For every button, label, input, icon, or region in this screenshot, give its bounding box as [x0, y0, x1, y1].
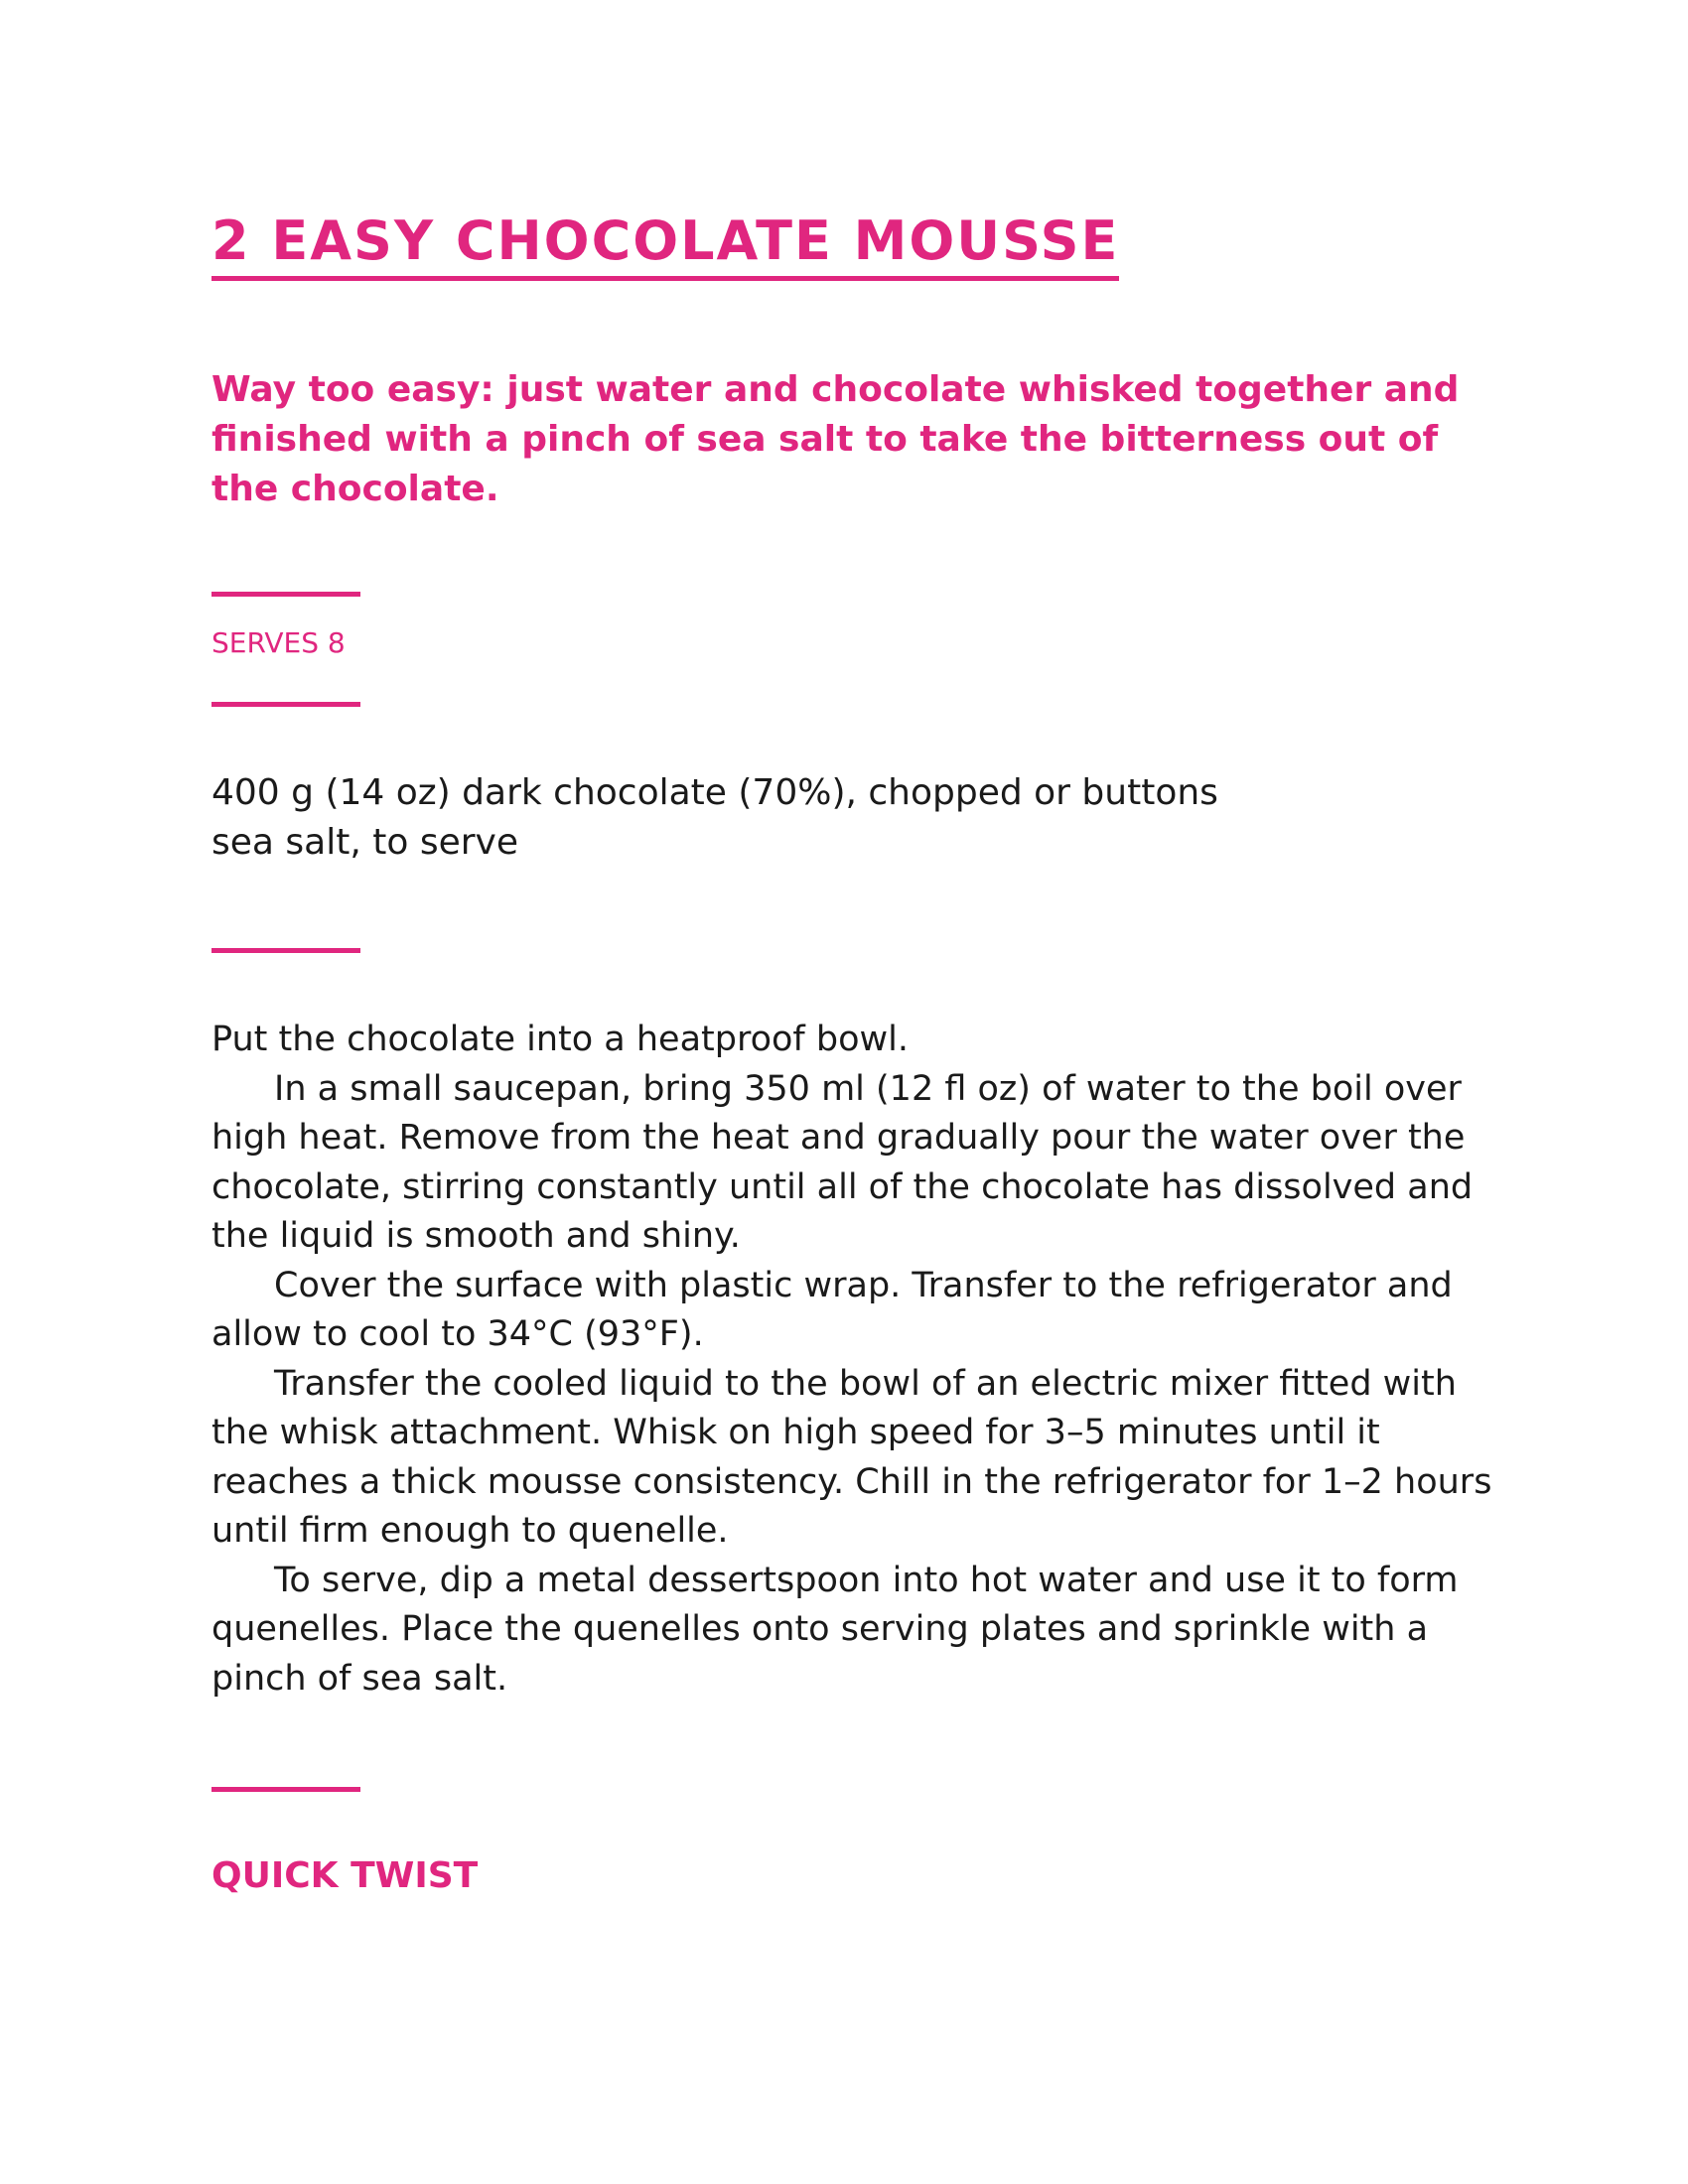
serves-label: SERVES 8	[211, 626, 346, 659]
recipe-title: 2 EASY CHOCOLATE MOUSSE	[211, 208, 1119, 281]
ingredient-item: sea salt, to serve	[211, 822, 518, 863]
quick-twist-heading: QUICK TWIST	[211, 1855, 479, 1896]
method-step: Put the chocolate into a heatproof bowl.	[211, 1020, 909, 1059]
divider-rule	[211, 1787, 360, 1792]
method-step: To serve, dip a metal dessertspoon into hot water and use it to form quenelles. Place the quenelles onto serving plates and sprinkle with a pinch of sea salt.	[211, 1560, 1459, 1699]
ingredient-item: 400 g (14 oz) dark chocolate (70%), chopped or buttons	[211, 772, 1218, 813]
method-step: Transfer the cooled liquid to the bowl of an electric mixer fitted with the whisk attachment. Whisk on high speed for 3–5 minutes until it reaches a thick mousse consistency. Chill in the refrigerator for 1–2 hours until firm enough to quenelle.	[211, 1363, 1492, 1551]
divider-rule	[211, 592, 360, 597]
method-step: Cover the surface with plastic wrap. Transfer to the refrigerator and allow to cool to 34°C (93°F).	[211, 1265, 1453, 1354]
recipe-intro: Way too easy: just water and chocolate whisked together and finished with a pinch of sea salt to take the bitterness out of the chocolate.	[211, 369, 1460, 509]
ingredients-list	[211, 768, 1218, 868]
divider-rule	[211, 948, 360, 953]
method-section	[211, 1016, 1492, 1704]
method-step: In a small saucepan, bring 350 ml (12 fl oz) of water to the boil over high heat. Remove from the heat and gradually pour the water over the chocolate, stirring constantly until all of the chocolate has dissolved and the liquid is smooth and shiny.	[211, 1068, 1474, 1256]
divider-rule	[211, 702, 360, 707]
